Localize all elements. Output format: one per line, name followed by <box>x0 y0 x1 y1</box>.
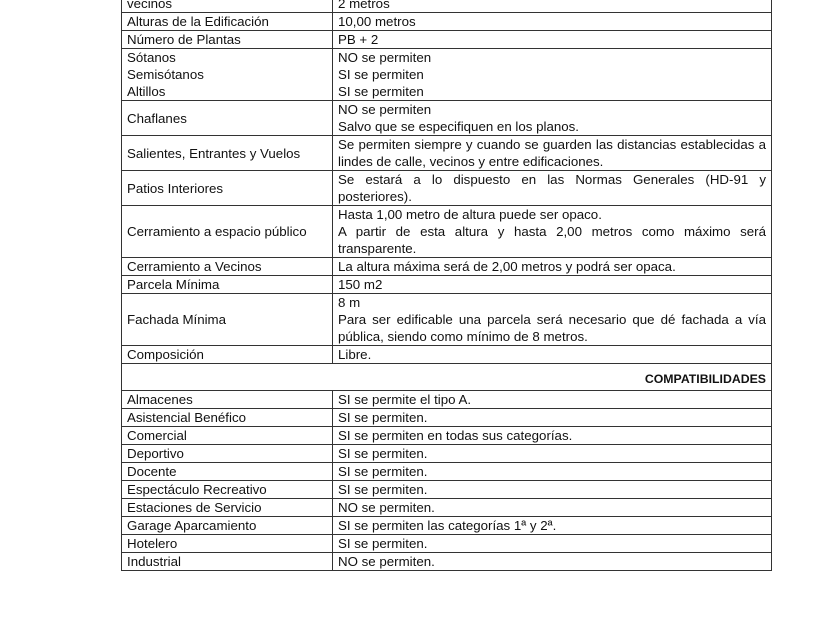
row-label: Cerramiento a Vecinos <box>122 258 333 276</box>
table-row <box>122 517 772 535</box>
row-value: SI se permiten. <box>333 409 772 427</box>
table-row <box>122 481 772 499</box>
row-value: PB + 2 <box>333 31 772 49</box>
row-label: Industrial <box>122 553 333 571</box>
row-value: Se permiten siempre y cuando se guarden las distancias establecidas a lindes de calle, vecinos y entre edificaciones. <box>333 136 772 171</box>
row-value: SI se permiten en todas sus categorías. <box>333 427 772 445</box>
row-value: 2 metros <box>333 0 772 13</box>
row-label: Garage Aparcamiento <box>122 517 333 535</box>
row-label: Salientes, Entrantes y Vuelos <box>122 136 333 171</box>
parameters-body <box>122 0 772 364</box>
table-row <box>122 409 772 427</box>
row-label: Composición <box>122 346 333 364</box>
row-label: Cerramiento a espacio público <box>122 206 333 258</box>
compatibilities-body <box>122 364 772 571</box>
section-title: COMPATIBILIDADES <box>122 364 772 391</box>
row-label: Patios Interiores <box>122 171 333 206</box>
table-row <box>122 427 772 445</box>
row-value: La altura máxima será de 2,00 metros y podrá ser opaca. <box>333 258 772 276</box>
row-label: Fachada Mínima <box>122 294 333 346</box>
row-label: Estaciones de Servicio <box>122 499 333 517</box>
row-value: SI se permiten. <box>333 445 772 463</box>
table-row <box>122 463 772 481</box>
row-label: Docente <box>122 463 333 481</box>
row-value: 150 m2 <box>333 276 772 294</box>
row-label: vecinos <box>122 0 333 13</box>
row-label: Comercial <box>122 427 333 445</box>
table-row <box>122 445 772 463</box>
row-label: Parcela Mínima <box>122 276 333 294</box>
table-row <box>122 276 772 294</box>
row-value: NO se permiten. <box>333 499 772 517</box>
table-row <box>122 136 772 171</box>
row-value: SI se permiten las categorías 1ª y 2ª. <box>333 517 772 535</box>
row-value: 8 m Para ser edificable una parcela será necesario que dé fachada a vía pública, siendo como mínimo de 8 metros. <box>333 294 772 346</box>
row-value: NO se permiten Salvo que se especifiquen en los planos. <box>333 101 772 136</box>
table-row <box>122 535 772 553</box>
table-row <box>122 101 772 136</box>
row-label: Número de Plantas <box>122 31 333 49</box>
row-value: NO se permiten. <box>333 553 772 571</box>
table-row <box>122 391 772 409</box>
row-value: SI se permiten. <box>333 463 772 481</box>
table-row <box>122 553 772 571</box>
row-label: Deportivo <box>122 445 333 463</box>
table-row <box>122 206 772 258</box>
row-label: Almacenes <box>122 391 333 409</box>
row-label: Espectáculo Recreativo <box>122 481 333 499</box>
row-value: Se estará a lo dispuesto en las Normas Generales (HD-91 y posteriores). <box>333 171 772 206</box>
row-label: Chaflanes <box>122 101 333 136</box>
table-row <box>122 294 772 346</box>
row-value: Hasta 1,00 metro de altura puede ser opaco. A partir de esta altura y hasta 2,00 metros como máximo será transparente. <box>333 206 772 258</box>
table-row <box>122 0 772 13</box>
row-label: Alturas de la Edificación <box>122 13 333 31</box>
table-row <box>122 346 772 364</box>
table-row <box>122 49 772 101</box>
table-row <box>122 31 772 49</box>
row-value: SI se permiten. <box>333 481 772 499</box>
table-row <box>122 499 772 517</box>
row-value: SI se permite el tipo A. <box>333 391 772 409</box>
row-value: 10,00 metros <box>333 13 772 31</box>
row-value: NO se permiten SI se permiten SI se permiten <box>333 49 772 101</box>
table-row <box>122 258 772 276</box>
table-row <box>122 171 772 206</box>
row-value: SI se permiten. <box>333 535 772 553</box>
regulations-table <box>121 0 771 571</box>
row-value: Libre. <box>333 346 772 364</box>
row-label: Hotelero <box>122 535 333 553</box>
section-header-row <box>122 364 772 391</box>
row-label: Asistencial Benéfico <box>122 409 333 427</box>
table-row <box>122 13 772 31</box>
row-label: Sótanos Semisótanos Altillos <box>122 49 333 101</box>
